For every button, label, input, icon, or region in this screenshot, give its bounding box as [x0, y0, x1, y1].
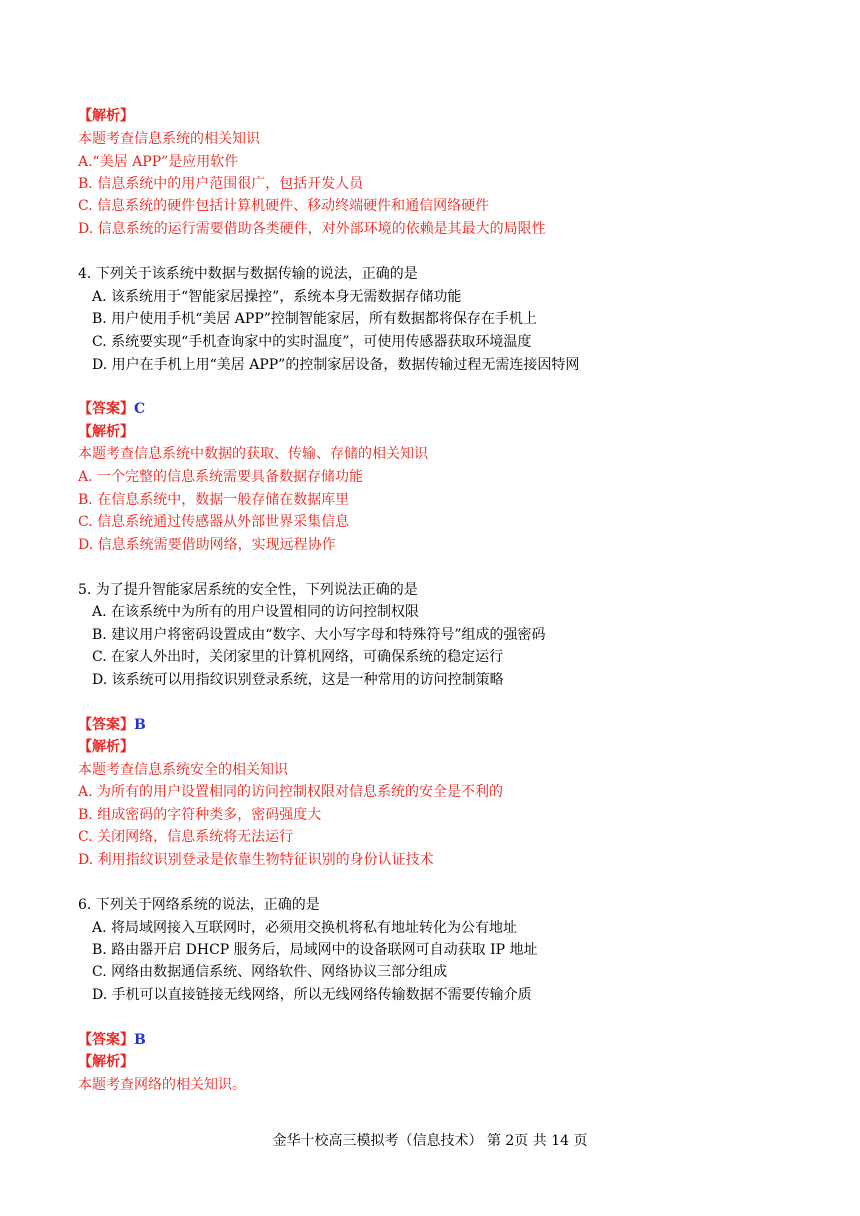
- analysis-item: B. 信息系统中的用户范围很广，包括开发人员: [78, 176, 364, 192]
- question-option: B. 建议用户将密码设置成由“数字、大小写字母和特殊符号”组成的强密码: [92, 627, 546, 643]
- question-stem: 4. 下列关于该系统中数据与数据传输的说法，正确的是: [78, 266, 418, 282]
- analysis-item: A. 一个完整的信息系统需要具备数据存储功能: [78, 469, 364, 485]
- analysis-item: B. 组成密码的字符种类多，密码强度大: [78, 807, 322, 823]
- analysis-item: D. 利用指纹识别登录是依靠生物特征识别的身份认证技术: [78, 852, 434, 868]
- question-option: A. 该系统用于“智能家居操控”，系统本身无需数据存储功能: [92, 289, 462, 305]
- question-option: B. 用户使用手机“美居 APP”控制智能家居，所有数据都将保存在手机上: [92, 311, 537, 327]
- question-option: A. 将局域网接入互联网时，必须用交换机将私有地址转化为公有地址: [92, 920, 518, 936]
- question-option: C. 在家人外出时，关闭家里的计算机网络，可确保系统的稳定运行: [92, 649, 504, 665]
- analysis-item: B. 在信息系统中，数据一般存储在数据库里: [78, 492, 350, 508]
- analysis-intro: 本题考查信息系统的相关知识: [78, 131, 260, 147]
- analysis-intro: 本题考查网络的相关知识。: [78, 1077, 246, 1093]
- question-option: D. 该系统可以用指纹识别登录系统，这是一种常用的访问控制策略: [92, 672, 504, 688]
- answer-label: 【答案】: [78, 401, 134, 417]
- analysis-item: C. 信息系统通过传感器从外部世界采集信息: [78, 514, 350, 530]
- question-option: B. 路由器开启 DHCP 服务后，局域网中的设备联网可自动获取 IP 地址: [92, 942, 538, 958]
- analysis-label: 【解析】: [78, 108, 134, 124]
- question-option: D. 用户在手机上用“美居 APP”的控制家居设备，数据传输过程无需连接因特网: [92, 357, 580, 373]
- question-option: D. 手机可以直接链接无线网络，所以无线网络传输数据不需要传输介质: [92, 987, 532, 1003]
- answer-line: [78, 1030, 146, 1052]
- analysis-item: C. 关闭网络，信息系统将无法运行: [78, 829, 294, 845]
- answer-line: [78, 715, 146, 737]
- question-option: C. 网络由数据通信系统、网络软件、网络协议三部分组成: [92, 964, 448, 980]
- analysis-item: C. 信息系统的硬件包括计算机硬件、移动终端硬件和通信网络硬件: [78, 198, 490, 214]
- answer-label: 【答案】: [78, 717, 134, 733]
- page-footer: 金华十校高三模拟考（信息技术） 第 2页 共 14 页: [272, 1133, 588, 1149]
- answer-value: C: [134, 401, 146, 417]
- question-stem: 6. 下列关于网络系统的说法，正确的是: [78, 897, 320, 913]
- question-stem: 5. 为了提升智能家居系统的安全性，下列说法正确的是: [78, 582, 418, 598]
- question-option: A. 在该系统中为所有的用户设置相同的访问控制权限: [92, 604, 420, 620]
- answer-value: B: [134, 1032, 146, 1048]
- analysis-item: A.“美居 APP”是应用软件: [78, 154, 239, 170]
- analysis-label: 【解析】: [78, 424, 134, 440]
- answer-label: 【答案】: [78, 1032, 134, 1048]
- answer-line: [78, 399, 145, 421]
- analysis-item: D. 信息系统需要借助网络，实现远程协作: [78, 537, 336, 553]
- analysis-item: D. 信息系统的运行需要借助各类硬件，对外部环境的依赖是其最大的局限性: [78, 221, 546, 237]
- analysis-item: A. 为所有的用户设置相同的访问控制权限对信息系统的安全是不利的: [78, 784, 504, 800]
- analysis-label: 【解析】: [78, 1054, 134, 1070]
- analysis-intro: 本题考查信息系统安全的相关知识: [78, 762, 288, 778]
- answer-value: B: [134, 717, 146, 733]
- analysis-intro: 本题考查信息系统中数据的获取、传输、存储的相关知识: [78, 446, 428, 462]
- question-option: C. 系统要实现“手机查询家中的实时温度”，可使用传感器获取环境温度: [92, 334, 532, 350]
- analysis-label: 【解析】: [78, 739, 134, 755]
